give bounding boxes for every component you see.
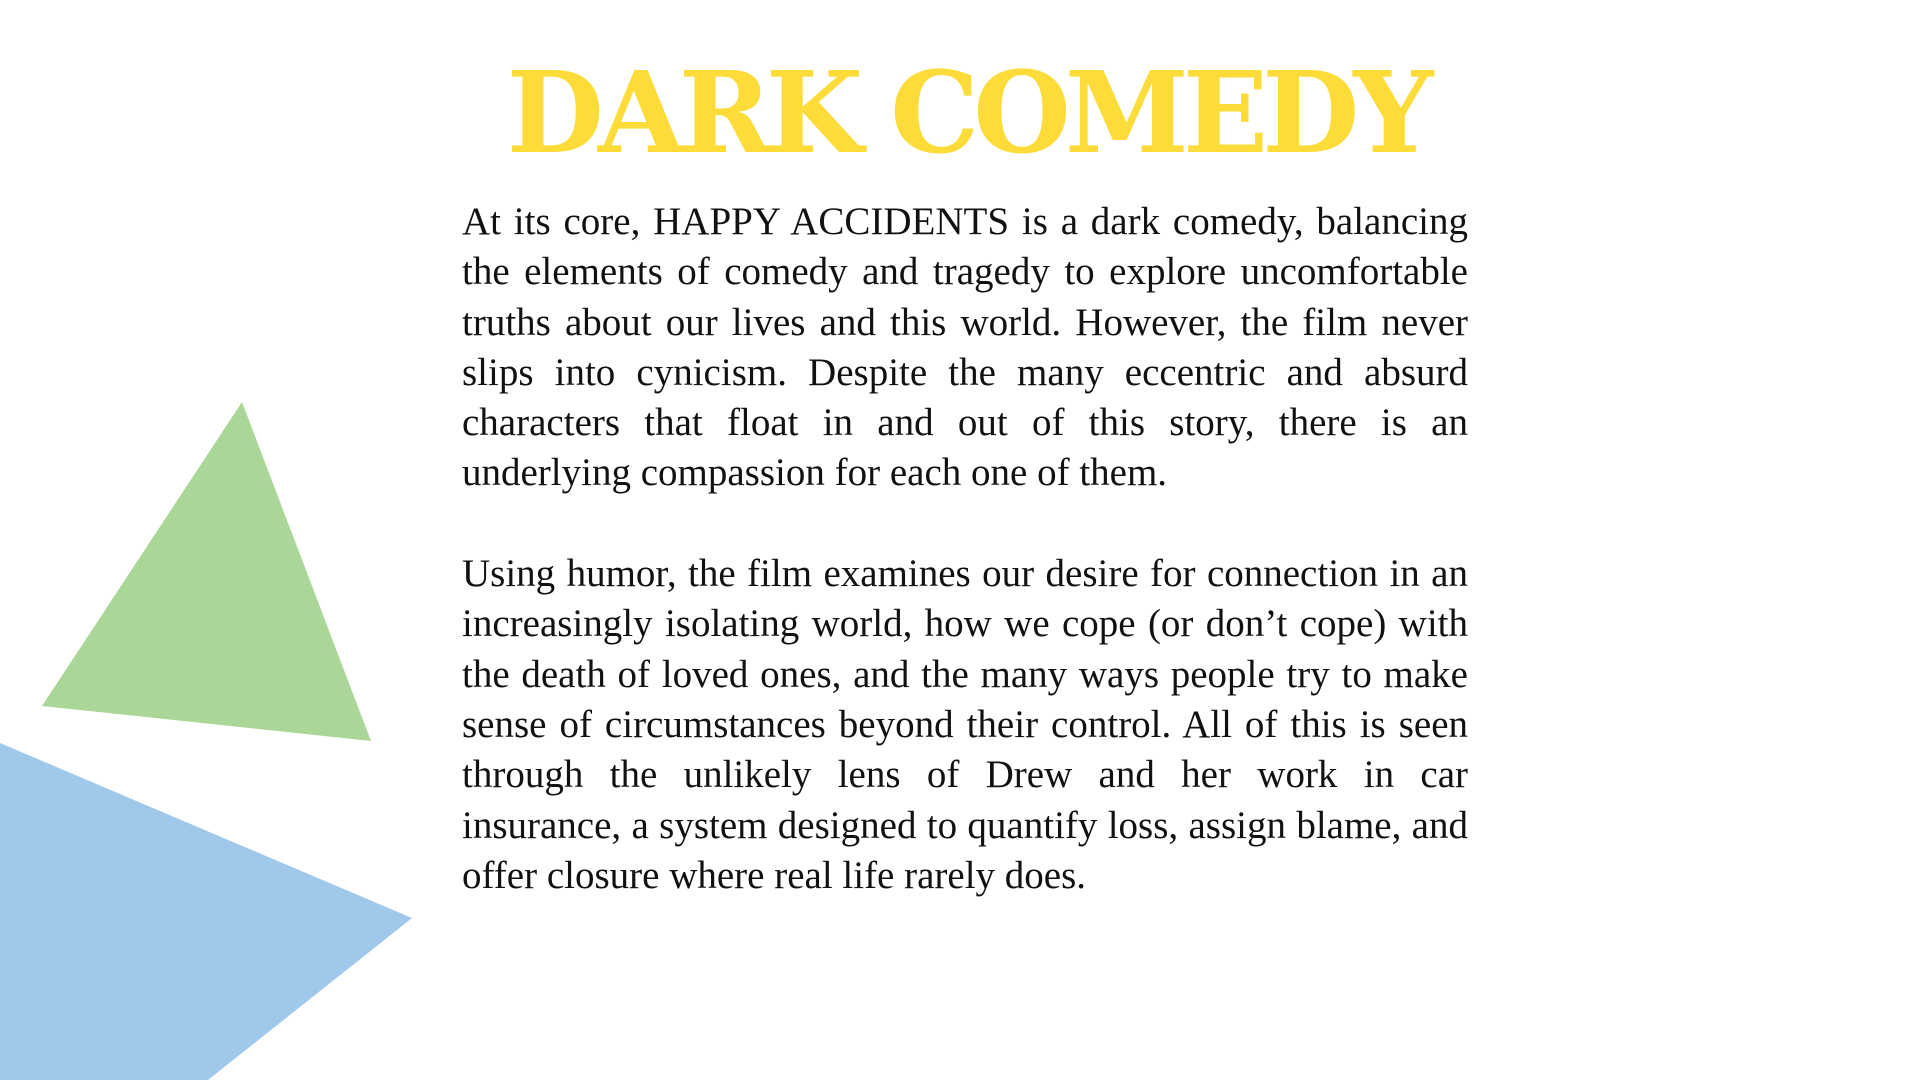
green-triangle xyxy=(42,402,371,741)
page-title: DARK COMEDY xyxy=(506,48,1428,179)
paragraph-1: At its core, HAPPY ACCIDENTS is a dark comedy, balancing the elements of comedy and tragedy to explore uncomfortable truths about our lives and this world. However, the film never slips into cynicism. Despite the many eccentric and absurd characters that float in and out of this story, there is an underlying compassion for each one of them. xyxy=(462,200,1468,495)
blue-triangle xyxy=(0,743,412,1080)
paragraph-2: Using humor, the film examines our desire for connection in an increasingly isolating world, how we cope (or don’t cope) with the death of loved ones, and the many ways people try to make sense of circumstances beyond their control. All of this is seen through the unlikely lens of Drew and her work in car insurance, a system designed to quantify loss, assign blame, and offer closure where real life rarely does. xyxy=(462,552,1468,897)
body-text xyxy=(462,197,1468,901)
